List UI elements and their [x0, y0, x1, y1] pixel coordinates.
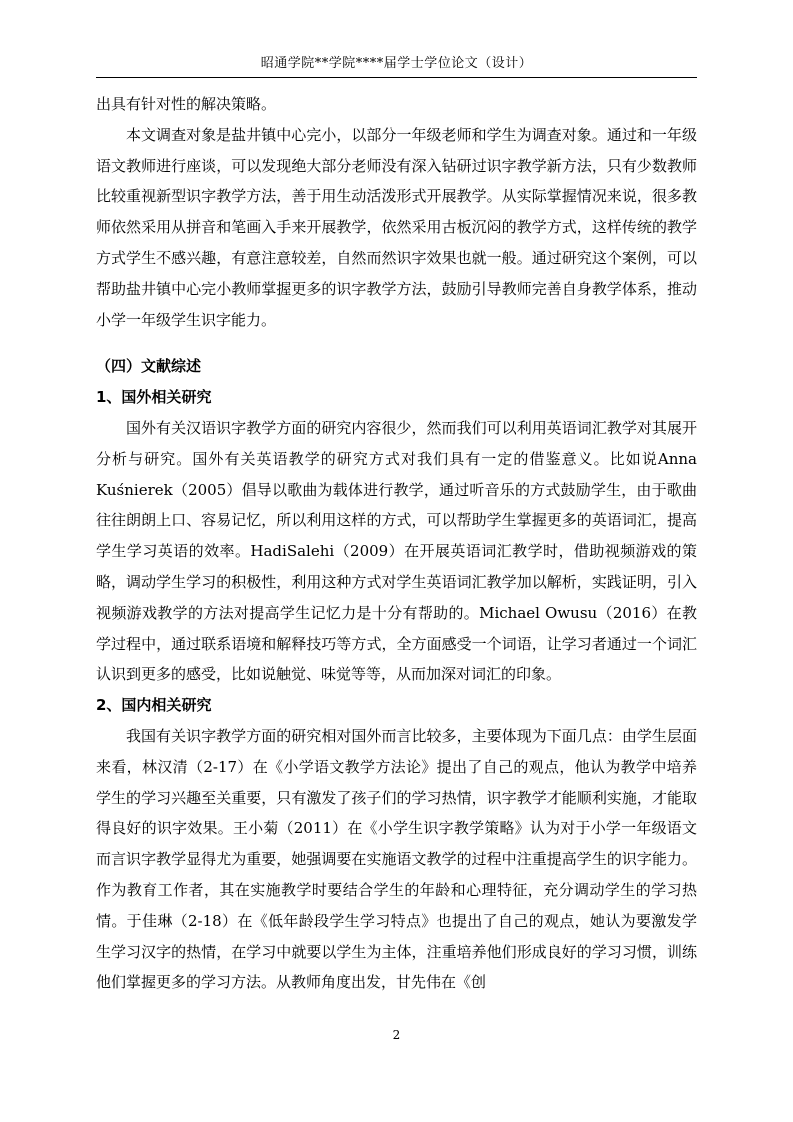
document-body — [96, 89, 697, 998]
paragraph-foreign-research: 国外有关汉语识字教学方面的研究内容很少，然而我们可以利用英语词汇教学对其展开分析与研究。国外有关英语教学的研究方式对我们具有一定的借鉴意义。比如说Anna Kuśnierek（2005）倡导以歌曲为载体进行教学，通过听音乐的方式鼓励学生，由于歌曲往往朗朗上口、容易记忆，所以利用这样的方式，可以帮助学生掌握更多的英语词汇，提高学生学习英语的效率。HadiSalehi（2009）在开展英语词汇教学时，借助视频游戏的策略，调动学生学习的积极性，利用这种方式对学生英语词汇教学加以解析，实践证明，引入视频游戏教学的方法对提高学生记忆力是十分有帮助的。Michael Owusu（2016）在教学过程中，通过联系语境和解释技巧等方式，全方面感受一个词语，让学习者通过一个词汇认识到更多的感受，比如说触觉、味觉等等，从而加深对词汇的印象。 — [96, 418, 697, 684]
header-divider — [96, 77, 697, 78]
subsection-heading-foreign-research: 1、国外相关研究 — [96, 388, 212, 407]
paragraph-domestic-research: 我国有关识字教学方面的研究相对国外而言比较多，主要体现为下面几点：由学生层面来看，林汉清（2-17）在《小学语文教学方法论》提出了自己的观点，他认为教学中培养学生的学习兴趣至关重要，只有激发了孩子们的学习热情，识字教学才能顺利实施，才能取得良好的识字效果。王小菊（2011）在《小学生识字教学策略》认为对于小学一年级语文而言识字教学显得尤为重要，她强调要在实施语文教学的过程中注重提高学生的识字能力。作为教育工作者，其在实施教学时要结合学生的年龄和心理特征，充分调动学生的学习热情。于佳琳（2-18）在《低年龄段学生学习特点》也提出了自己的观点，她认为要激发学生学习汉字的热情，在学习中就要以学生为主体，注重培养他们形成良好的学习习惯，训练他们掌握更多的学习方法。从教师角度出发，甘先伟在《创 — [96, 726, 697, 992]
paragraph-survey-subject: 本文调查对象是盐井镇中心完小，以部分一年级老师和学生为调查对象。通过和一年级语文教师进行座谈，可以发现绝大部分老师没有深入钻研过识字教学新方法，只有少数教师比较重视新型识字教学方法，善于用生动活泼形式开展教学。从实际掌握情况来说，很多教师依然采用从拼音和笔画入手来开展教学，依然采用古板沉闷的教学方式，这样传统的教学方式学生不感兴趣，有意注意较差，自然而然识字效果也就一般。通过研究这个案例，可以帮助盐井镇中心完小教师掌握更多的识字教学方法，鼓励引导教师完善自身教学体系，推动小学一年级学生识字能力。 — [96, 125, 697, 329]
section-spacer — [96, 335, 697, 351]
subsection-heading-domestic-research: 2、国内相关研究 — [96, 696, 212, 715]
paragraph-continuation: 出具有针对性的解决策略。 — [96, 95, 277, 113]
section-heading-literature-review: （四）文献综述 — [96, 357, 202, 376]
page-number: 2 — [392, 1028, 401, 1042]
page-header: 昭通学院**学院****届学士学位论文（设计） — [260, 56, 533, 71]
